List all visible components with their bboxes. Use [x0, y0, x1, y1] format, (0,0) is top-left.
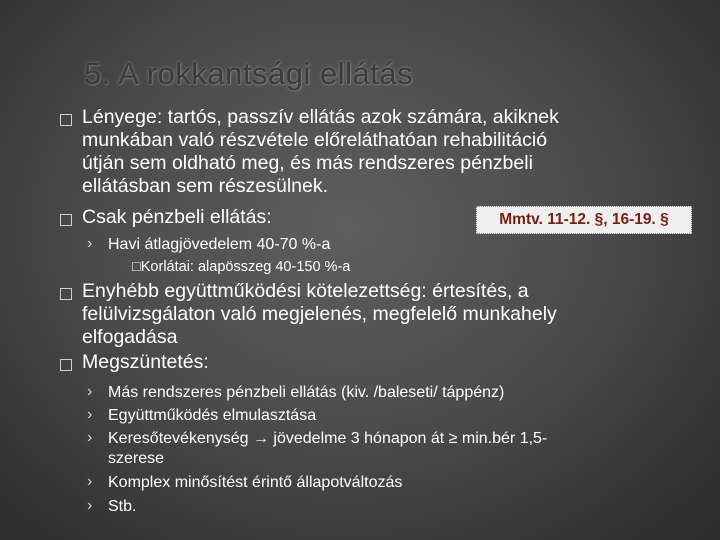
bullet-item-1-line-3: útján sem oldható meg, és más rendszeres pénzbeli — [82, 152, 533, 174]
chevron-right-icon: › — [87, 429, 93, 446]
sub-sub-bullet-icon: □ — [132, 259, 141, 275]
sub-item-etc: Stb. — [108, 498, 137, 515]
chevron-right-icon: › — [87, 383, 93, 400]
chevron-right-icon: › — [87, 406, 93, 423]
chevron-right-icon: › — [87, 497, 93, 514]
chevron-right-icon: › — [87, 473, 93, 490]
sub-sub-item-text: Korlátai: alapösszeg 40-150 %-a — [140, 259, 351, 275]
sub-item-other-benefit: Más rendszeres pénzbeli ellátás (kiv. /baleseti/ táppénz) — [108, 384, 505, 401]
bullet-square-icon — [60, 359, 72, 371]
bullet-item-2-line-1: Csak pénzbeli ellátás: — [82, 206, 272, 228]
sub-item-cooperation: Együttműködés elmulasztása — [108, 407, 317, 424]
sub-item-income: Havi átlagjövedelem 40-70 %-a — [108, 236, 331, 253]
bullet-item-1-line-4: ellátásban sem részesülnek. — [82, 175, 329, 197]
sub-item-employment-line-2: szerese — [108, 450, 165, 467]
bullet-item-3-line-2: felülvizsgálaton való megjelenés, megfelelő munkahely — [82, 303, 557, 325]
sub-item-employment-line-1: Keresőtevékenység → jövedelme 3 hónapon át ≥ min.bér 1,5- — [108, 430, 548, 447]
sub-sub-item-limits — [132, 258, 350, 276]
sub-item-condition-change: Komplex minősítést érintő állapotváltozás — [108, 474, 403, 491]
bullet-square-icon — [60, 288, 72, 300]
bullet-square-icon — [60, 214, 72, 226]
bullet-item-1-line-2: munkában való részvétele előreláthatóan rehabilitáció — [82, 129, 548, 151]
law-reference-badge: Mmtv. 11-12. §, 16-19. § — [476, 206, 692, 234]
slide-title: 5. A rokkantsági ellátás — [84, 56, 414, 91]
bullet-item-4-line-1: Megszüntetés: — [82, 351, 209, 373]
bullet-item-1-line-1: Lényege: tartós, passzív ellátás azok számára, akiknek — [82, 106, 559, 128]
bullet-item-3-line-1: Enyhébb együttműködési kötelezettség: értesítés, a — [82, 280, 529, 302]
bullet-item-3-line-3: elfogadása — [82, 326, 178, 348]
bullet-square-icon — [60, 114, 72, 126]
chevron-right-icon: › — [87, 235, 93, 252]
